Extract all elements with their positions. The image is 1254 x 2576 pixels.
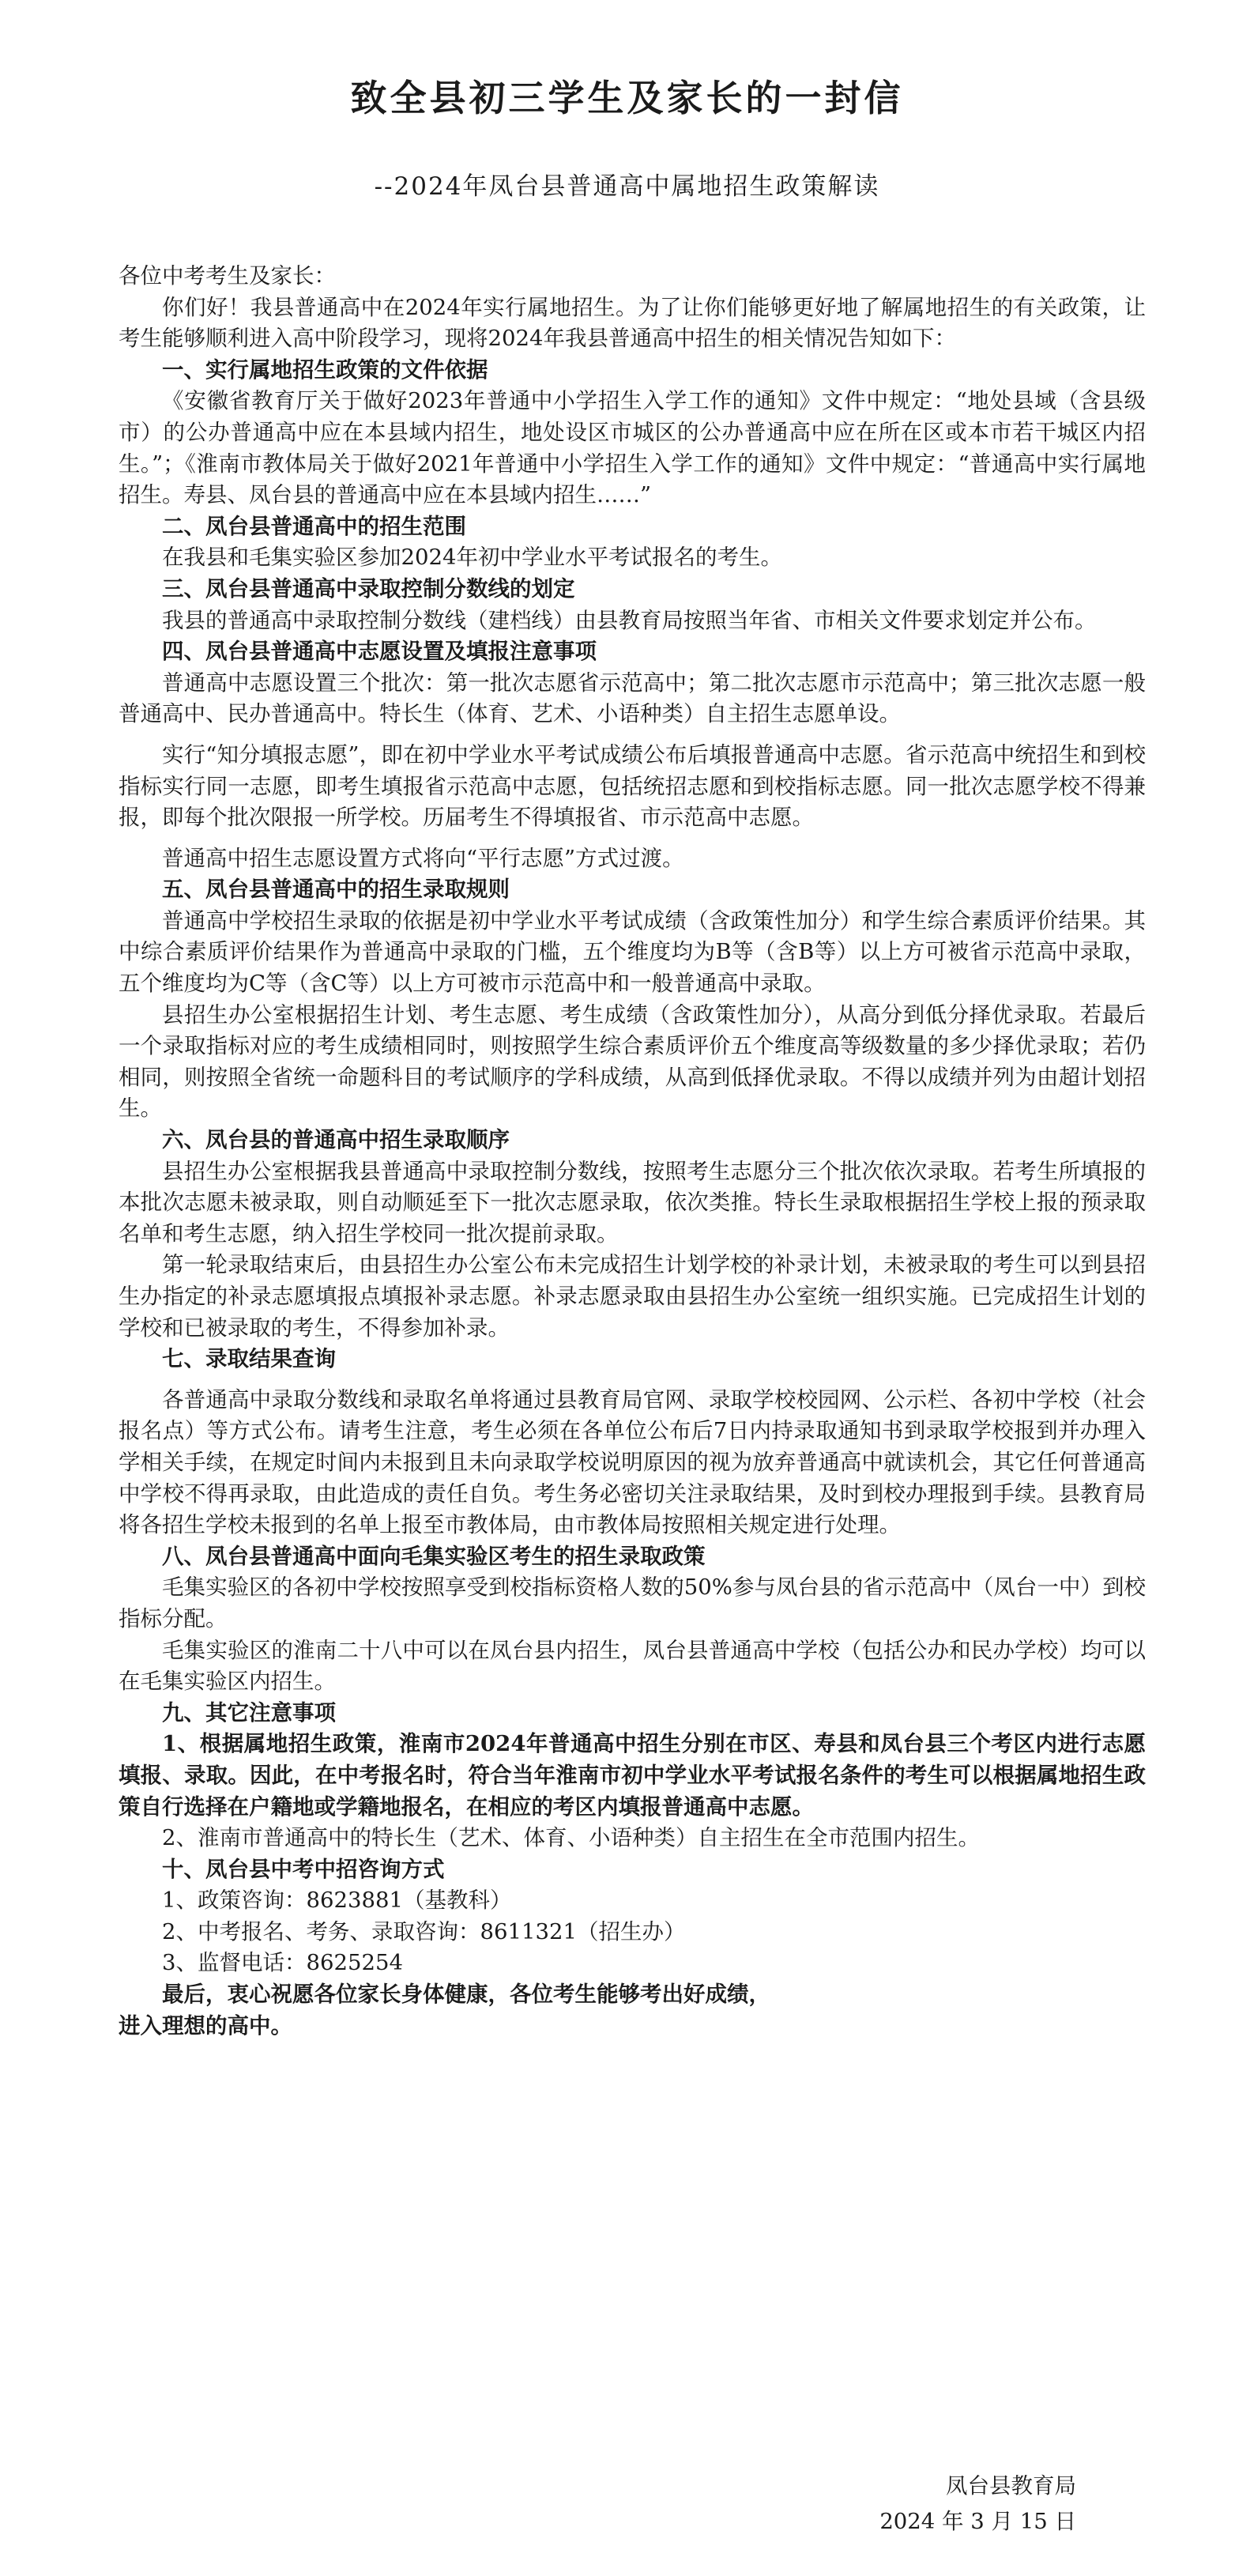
greeting: 各位中考考生及家长：: [119, 263, 336, 289]
section-6-heading: 六、凤台县的普通高中招生录取顺序: [162, 1127, 510, 1153]
section-1-heading: 一、实行属地招生政策的文件依据: [162, 356, 488, 383]
section-9-item-1-lead: 1、根据属地招生政策，: [162, 1731, 399, 1757]
signature-date: 2024 年 3 月 15 日: [879, 2509, 1076, 2534]
section-7-heading: 七、录取结果查询: [162, 1346, 336, 1372]
section-8-heading: 八、凤台县普通高中面向毛集实验区考生的招生录取政策: [162, 1543, 706, 1569]
closing-line-1: 最后，衷心祝愿各位家长身体健康，各位考生能够考出好成绩，: [162, 1982, 770, 2008]
letter-title: 致全县初三学生及家长的一封信: [350, 77, 904, 119]
section-5-paragraph-2: 县招生办公室根据招生计划、考生志愿、考生成绩（含政策性加分），从高分到低分择优录取。若最后一个录取指标对应的考生成绩相同时，则按照学生综合素质评价五个维度高等级数量的多少择优录取；若仍相同，则按照全省统一命题科目的考试顺序的学科成绩，从高到低择优录取。不得以成绩并列为由超计划招生。: [119, 1001, 1146, 1122]
section-8-paragraph-1: 毛集实验区的各初中学校按照享受到校指标资格人数的50%参与凤台县的省示范高中（凤台一中）到校指标分配。: [119, 1575, 1146, 1631]
section-9-item-1-rest: 淮南市2024年普通高中招生分别在市区、寿县和凤台县三个考区内进行志愿填报、录取。因此，在中考报名时，符合当年淮南市初中学业水平考试报名条件的考生可以根据属地招生政策自行选择在户籍地或学籍地报名，在相应的考区内填报普通高中志愿。: [119, 1731, 1146, 1820]
section-4-heading: 四、凤台县普通高中志愿设置及填报注意事项: [162, 639, 597, 665]
section-7-paragraph: 各普通高中录取分数线和录取名单将通过县教育局官网、录取学校校园网、公示栏、各初中学校（社会报名点）等方式公布。请考生注意，考生必须在各单位公布后7日内持录取通知书到录取学校报到并办理入学相关手续，在规定时间内未报到且未向录取学校说明原因的视为放弃普通高中就读机会，其它任何普通高中学校不得再录取，由此造成的责任自负。考生务必密切关注录取结果，及时到校办理报到手续。县教育局将各招生学校未报到的名单上报至市教体局，由市教体局按照相关规定进行处理。: [119, 1386, 1146, 1538]
section-9-item-2: 2、淮南市普通高中的特长生（艺术、体育、小语种类）自主招生在全市范围内招生。: [162, 1825, 980, 1851]
intro-paragraph: 你们好！我县普通高中在2024年实行属地招生。为了让你们能够更好地了解属地招生的有关政策，让考生能够顺利进入高中阶段学习，现将2024年我县普通高中招生的相关情况告知如下：: [119, 294, 1146, 352]
section-5-paragraph-1: 普通高中学校招生录取的依据是初中学业水平考试成绩（含政策性加分）和学生综合素质评价结果。其中综合素质评价结果作为普通高中录取的门槛，五个维度均为B等（含B等）以上方可被省示范高中录取，五个维度均为C等（含C等）以上方可被市示范高中和一般普通高中录取。: [119, 907, 1146, 997]
section-2-paragraph: 在我县和毛集实验区参加2024年初中学业水平考试报名的考生。: [162, 545, 782, 571]
letter-body: [119, 261, 1146, 2042]
contact-policy: 1、政策咨询：8623881（基教科）: [162, 1888, 512, 1914]
signature-org: 凤台县教育局: [946, 2473, 1076, 2499]
section-4-paragraph-3: 普通高中招生志愿设置方式将向“平行志愿”方式过渡。: [162, 845, 684, 871]
contact-supervision: 3、监督电话：8625254: [162, 1950, 403, 1976]
section-2-heading: 二、凤台县普通高中的招生范围: [162, 513, 466, 539]
section-1-paragraph: 《安徽省教育厅关于做好2023年普通中小学招生入学工作的通知》文件中规定：“地处县域（含县级市）的公办普通高中应在本县域内招生，地处设区市城区的公办普通高中应在所在区或本市若干城区内招生。”；《淮南市教体局关于做好2021年普通中小学招生入学工作的通知》文件中规定：“普通高中实行属地招生。寿县、凤台县的普通高中应在本县域内招生……”: [119, 388, 1146, 508]
section-3-paragraph: 我县的普通高中录取控制分数线（建档线）由县教育局按照当年省、市相关文件要求划定并公布。: [162, 607, 1097, 633]
section-6-paragraph-2: 第一轮录取结束后，由县招生办公室公布未完成招生计划学校的补录计划，未被录取的考生可以到县招生办指定的补录志愿填报点填报补录志愿。补录志愿录取由县招生办公室统一组织实施。已完成招生计划的学校和已被录取的考生，不得参加补录。: [119, 1252, 1146, 1341]
section-9-heading: 九、其它注意事项: [162, 1699, 336, 1726]
section-4-paragraph-2: 实行“知分填报志愿”，即在初中学业水平考试成绩公布后填报普通高中志愿。省示范高中统招生和到校指标实行同一志愿，即考生填报省示范高中志愿，包括统招志愿和到校指标志愿。同一批次志愿学校不得兼报，即每个批次限报一所学校。历届考生不得填报省、市示范高中志愿。: [119, 741, 1146, 831]
section-4-paragraph-1: 普通高中志愿设置三个批次：第一批次志愿省示范高中；第二批次志愿市示范高中；第三批次志愿一般普通高中、民办普通高中。特长生（体育、艺术、小语种类）自主招生志愿单设。: [119, 669, 1146, 727]
section-6-paragraph-1: 县招生办公室根据我县普通高中录取控制分数线，按照考生志愿分三个批次依次录取。若考生所填报的本批次志愿未被录取，则自动顺延至下一批次志愿录取，依次类推。特长生录取根据招生学校上报的预录取名单和考生志愿，纳入招生学校同一批次提前录取。: [119, 1158, 1146, 1247]
section-3-heading: 三、凤台县普通高中录取控制分数线的划定: [162, 575, 575, 602]
section-9-item-1: [119, 1729, 1146, 1823]
section-5-heading: 五、凤台县普通高中的招生录取规则: [162, 877, 510, 903]
section-8-paragraph-2: 毛集实验区的淮南二十八中可以在凤台县内招生，凤台县普通高中学校（包括公办和民办学校）均可以在毛集实验区内招生。: [119, 1637, 1146, 1695]
contact-admission: 2、中考报名、考务、录取咨询：8611321（招生办）: [162, 1918, 686, 1944]
letter-subtitle: --2024年凤台县普通高中属地招生政策解读: [374, 172, 880, 201]
closing-line-2: 进入理想的高中。: [119, 2012, 292, 2039]
section-10-heading: 十、凤台县中考中招咨询方式: [162, 1856, 445, 1882]
